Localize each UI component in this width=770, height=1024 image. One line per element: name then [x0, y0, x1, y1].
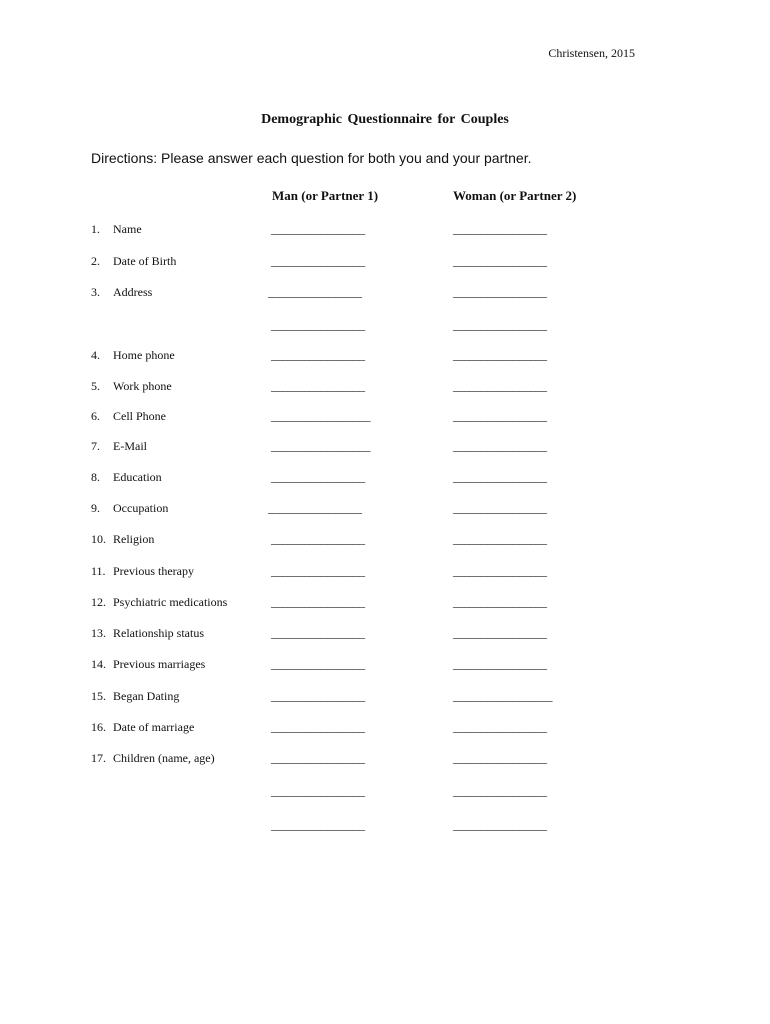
- question-row-home-phone: [0, 348, 770, 368]
- partner2-answer-line[interactable]: _________________: [453, 439, 547, 453]
- partner1-answer-line[interactable]: _________________: [271, 318, 365, 332]
- question-label: Previous marriages: [113, 657, 206, 671]
- page-title: Demographic Questionnaire for Couples: [261, 112, 509, 127]
- question-label: Cell Phone: [113, 409, 166, 423]
- partner2-answer-line[interactable]: _________________: [453, 254, 547, 268]
- question-row-previous-therapy: [0, 564, 770, 584]
- question-label: Children (name, age): [113, 751, 215, 765]
- partner2-answer-line[interactable]: _________________: [453, 784, 547, 798]
- partner1-answer-line[interactable]: _________________: [271, 222, 365, 236]
- question-row-name: [0, 222, 770, 242]
- question-row-children-continued: [0, 784, 770, 804]
- question-number: 15.: [91, 689, 106, 703]
- partner2-answer-line[interactable]: _________________: [453, 751, 547, 765]
- partner2-answer-line[interactable]: _________________: [453, 657, 547, 671]
- question-label: Previous therapy: [113, 564, 194, 578]
- question-label: Religion: [113, 532, 155, 546]
- partner1-answer-line[interactable]: _________________: [271, 470, 365, 484]
- question-label: Relationship status: [113, 626, 204, 640]
- partner2-answer-line[interactable]: __________________: [453, 689, 552, 703]
- question-label: Psychiatric medications: [113, 595, 228, 609]
- question-label: Home phone: [113, 348, 175, 362]
- question-label: Began Dating: [113, 689, 180, 703]
- question-label: Date of Birth: [113, 254, 177, 268]
- partner1-answer-line[interactable]: _________________: [268, 501, 362, 515]
- partner2-answer-line[interactable]: _________________: [453, 379, 547, 393]
- column-header-partner2: Woman (or Partner 2): [453, 188, 577, 203]
- question-row-occupation: [0, 501, 770, 521]
- partner2-answer-line[interactable]: _________________: [453, 564, 547, 578]
- partner2-answer-line[interactable]: _________________: [453, 501, 547, 515]
- question-number: 17.: [91, 751, 106, 765]
- partner1-answer-line[interactable]: __________________: [271, 439, 370, 453]
- question-number: 6.: [91, 409, 100, 423]
- question-label: Work phone: [113, 379, 172, 393]
- question-label: Address: [113, 285, 153, 299]
- partner2-answer-line[interactable]: _________________: [453, 818, 547, 832]
- question-number: 1.: [91, 222, 100, 236]
- partner2-answer-line[interactable]: _________________: [453, 348, 547, 362]
- partner1-answer-line[interactable]: _________________: [271, 532, 365, 546]
- question-number: 13.: [91, 626, 106, 640]
- column-header-partner1: Man (or Partner 1): [272, 188, 379, 203]
- question-number: 14.: [91, 657, 106, 671]
- question-number: 9.: [91, 501, 100, 515]
- question-row-relationship-status: [0, 626, 770, 646]
- question-label: Date of marriage: [113, 720, 195, 734]
- partner2-answer-line[interactable]: _________________: [453, 532, 547, 546]
- partner2-answer-line[interactable]: _________________: [453, 318, 547, 332]
- question-row-children-continued: [0, 818, 770, 838]
- partner1-answer-line[interactable]: _________________: [271, 751, 365, 765]
- question-row-psychiatric-medications: [0, 595, 770, 615]
- question-row-education: [0, 470, 770, 490]
- partner1-answer-line[interactable]: _________________: [271, 784, 365, 798]
- question-number: 4.: [91, 348, 100, 362]
- partner1-answer-line[interactable]: _________________: [271, 564, 365, 578]
- header-credit: Christensen, 2015: [548, 46, 635, 60]
- question-number: 16.: [91, 720, 106, 734]
- partner1-answer-line[interactable]: _________________: [268, 285, 362, 299]
- partner1-answer-line[interactable]: _________________: [271, 254, 365, 268]
- question-number: 5.: [91, 379, 100, 393]
- question-row-cell-phone: [0, 409, 770, 429]
- partner2-answer-line[interactable]: _________________: [453, 285, 547, 299]
- question-row-previous-marriages: [0, 657, 770, 677]
- partner2-answer-line[interactable]: _________________: [453, 409, 547, 423]
- question-row-address: [0, 285, 770, 305]
- question-number: 2.: [91, 254, 100, 268]
- partner1-answer-line[interactable]: _________________: [271, 720, 365, 734]
- question-number: 10.: [91, 532, 106, 546]
- question-label: Name: [113, 222, 142, 236]
- partner2-answer-line[interactable]: _________________: [453, 595, 547, 609]
- partner2-answer-line[interactable]: _________________: [453, 626, 547, 640]
- question-label: Occupation: [113, 501, 169, 515]
- question-label: Education: [113, 470, 162, 484]
- question-number: 12.: [91, 595, 106, 609]
- question-row-date-of-birth: [0, 254, 770, 274]
- question-row-date-of-marriage: [0, 720, 770, 740]
- partner1-answer-line[interactable]: _________________: [271, 657, 365, 671]
- question-row-began-dating: [0, 689, 770, 709]
- directions-text: Directions: Please answer each question for both you and your partner.: [91, 150, 532, 166]
- question-row-email: [0, 439, 770, 459]
- partner1-answer-line[interactable]: _________________: [271, 595, 365, 609]
- question-row-children: [0, 751, 770, 771]
- partner1-answer-line[interactable]: _________________: [271, 348, 365, 362]
- partner1-answer-line[interactable]: _________________: [271, 626, 365, 640]
- partner1-answer-line[interactable]: __________________: [271, 409, 370, 423]
- partner2-answer-line[interactable]: _________________: [453, 470, 547, 484]
- partner2-answer-line[interactable]: _________________: [453, 222, 547, 236]
- question-number: 7.: [91, 439, 100, 453]
- question-number: 8.: [91, 470, 100, 484]
- question-row-work-phone: [0, 379, 770, 399]
- question-row-address-continued: [0, 318, 770, 338]
- question-number: 11.: [91, 564, 106, 578]
- question-row-religion: [0, 532, 770, 552]
- partner1-answer-line[interactable]: _________________: [271, 689, 365, 703]
- partner2-answer-line[interactable]: _________________: [453, 720, 547, 734]
- question-label: E-Mail: [113, 439, 147, 453]
- question-number: 3.: [91, 285, 100, 299]
- partner1-answer-line[interactable]: _________________: [271, 379, 365, 393]
- partner1-answer-line[interactable]: _________________: [271, 818, 365, 832]
